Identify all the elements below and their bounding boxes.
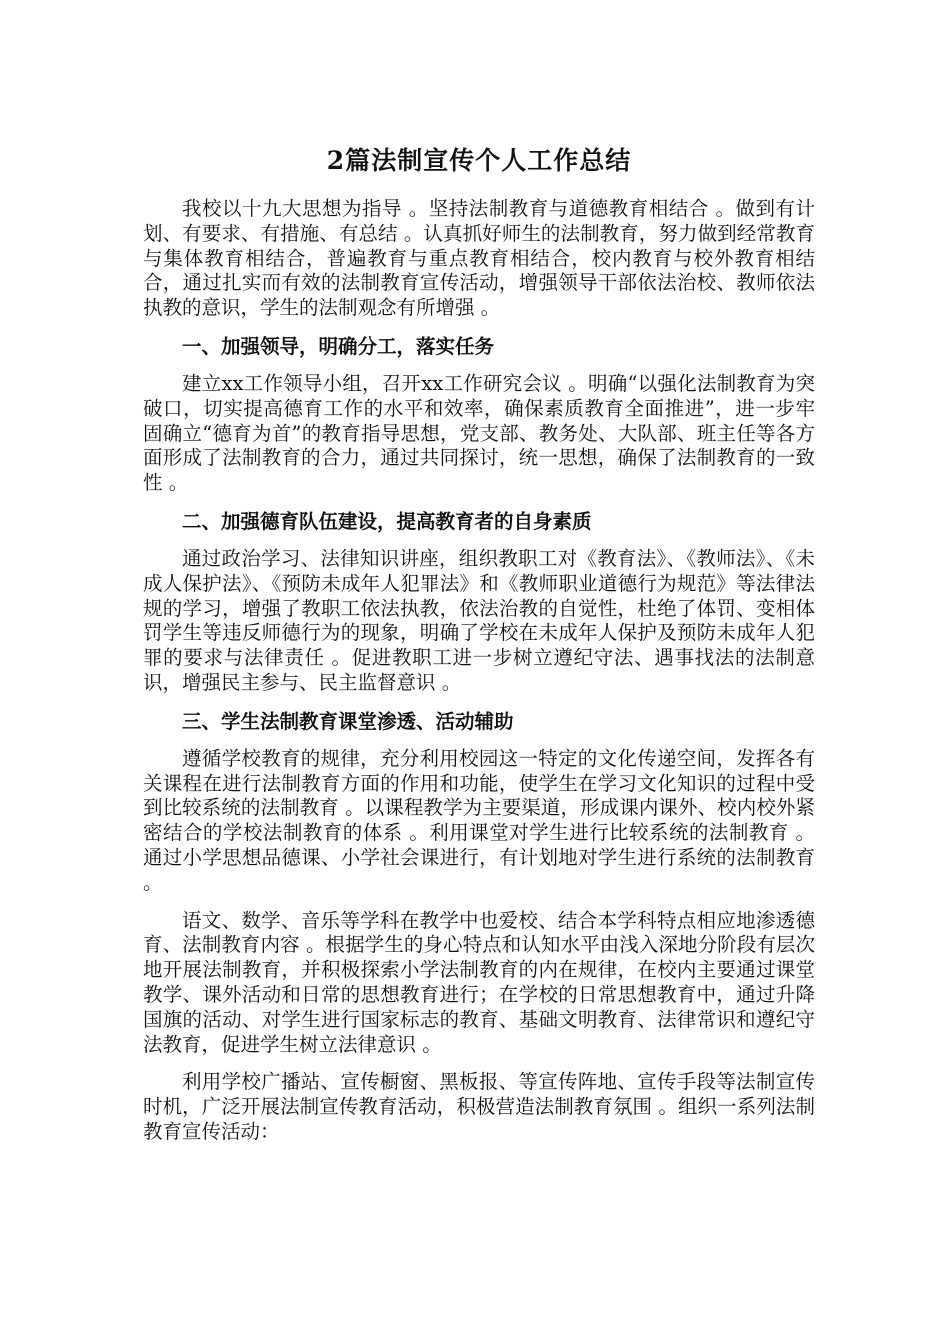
- document-title: 2篇法制宣传个人工作总结: [326, 146, 632, 175]
- section-heading-2: 二、加强德育队伍建设，提高教育者的自身素质: [182, 509, 592, 533]
- document-page: [143, 143, 815, 1158]
- section-3-paragraph-3: 利用学校广播站、宣传橱窗、黑板报、等宣传阵地、宣传手段等法制宣传时机，广泛开展法制宣传教育活动，积极营造法制教育氛围 。组织一系列法制教育宣传活动：: [143, 1070, 815, 1143]
- section-2-paragraph-1: 通过政治学习、法律知识讲座，组织教职工对《教育法》、《教师法》、《未成人保护法》、《预防未成年人犯罪法》和《教师职业道德行为规范》等法律法规的学习，增强了教职工依法执教，依法治教的自觉性，杜绝了体罚、变相体罚学生等违反师德行为的现象，明确了学校在未成年人保护及预防未成年人犯罪的要求与法律责任 。促进教职工进一步树立遵纪守法、遇事找法的法制意识，增强民主参与、民主监督意识 。: [143, 546, 815, 694]
- intro-paragraph: 我校以十九大思想为指导 。坚持法制教育与道德教育相结合 。做到有计划、有要求、有措施、有总结 。认真抓好师生的法制教育，努力做到经常教育与集体教育相结合，普遍教育与重点教育相结合，校内教育与校外教育相结合，通过扎实而有效的法制教育宣传活动，增强领导干部依法治校、教师依法执教的意识，学生的法制观念有所增强 。: [143, 197, 815, 320]
- section-heading-1: 一、加强领导，明确分工，落实任务: [182, 334, 495, 358]
- section-3-paragraph-2: 语文、数学、音乐等学科在教学中也爱校、结合本学科特点相应地渗透德育、法制教育内容 。根据学生的身心特点和认知水平由浅入深地分阶段有层次地开展法制教育，并积极探索小学法制教育的内在规律，在校内主要通过课堂教学、课外活动和日常的思想教育进行；在学校的日常思想教育中，通过升降国旗的活动、对学生进行国家标志的教育、基础文明教育、法律常识和遵纪守法教育，促进学生树立法律意识 。: [143, 908, 815, 1056]
- section-1-paragraph-1: 建立xx工作领导小组，召开xx工作研究会议 。明确“以强化法制教育为突破口，切实提高德育工作的水平和效率，确保素质教育全面推进”，进一步牢固确立“德育为首”的教育指导思想，党支部、教务处、大队部、班主任等各方面形成了法制教育的合力，通过共同探讨，统一思想，确保了法制教育的一致性 。: [143, 371, 815, 495]
- section-heading-3: 三、学生法制教育课堂渗透、活动辅助: [182, 709, 514, 733]
- section-3-paragraph-1: 遵循学校教育的规律，充分利用校园这一特定的文化传递空间，发挥各有关课程在进行法制教育方面的作用和功能，使学生在学习文化知识的过程中受到比较系统的法制教育 。以课程教学为主要渠道，形成课内课外、校内校外紧密结合的学校法制教育的体系 。利用课堂对学生进行比较系统的法制教育 。通过小学思想品德课、小学社会课进行，有计划地对学生进行系统的法制教育 。: [143, 746, 815, 894]
